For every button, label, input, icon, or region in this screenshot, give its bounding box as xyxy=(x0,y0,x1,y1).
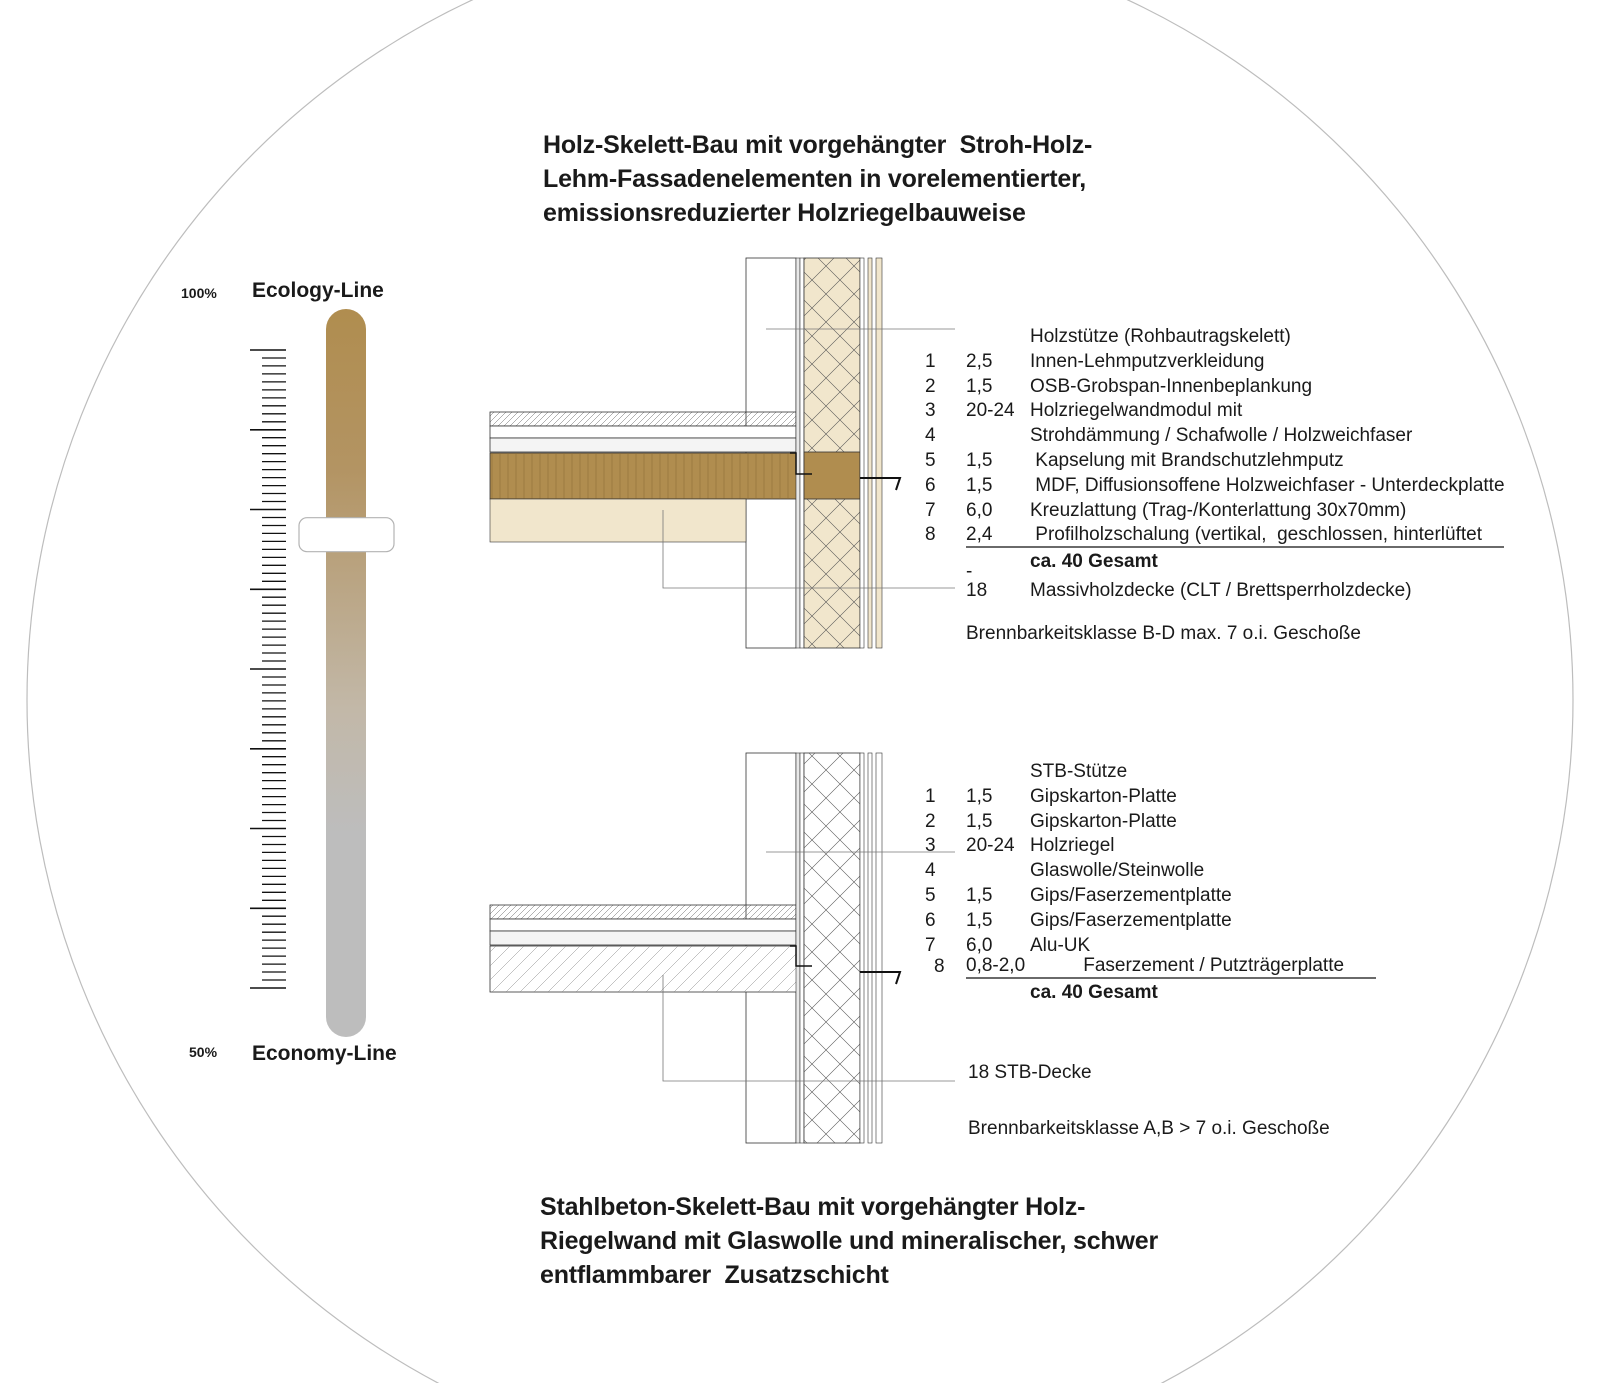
legend-top-row-description: Holzstütze (Rohbautragskelett) xyxy=(1030,326,1291,347)
slider-track xyxy=(326,309,366,1037)
legend-bottom-row-thickness: 1,5 xyxy=(966,810,993,832)
legend-bottom-row-description: Gips/Faserzementplatte xyxy=(1030,885,1232,906)
legend-top-row-description: OSB-Grobspan-Innenbeplankung xyxy=(1030,375,1313,397)
top-section-detail xyxy=(490,258,955,648)
legend-top-row-description: Holzriegelwandmodul mit xyxy=(1030,400,1243,422)
legend-top-row-number: 7 xyxy=(925,499,936,521)
legend-top-row-description: Strohdämmung / Schafwolle / Holzweichfaser xyxy=(1030,425,1413,447)
legend-bottom-row8-num: 8 xyxy=(934,956,945,977)
economy-line-label: Economy-Line xyxy=(252,1042,397,1065)
legend-bottom-row8: 0,8-2,0 Faserzement / Putzträgerplatte xyxy=(966,955,1345,976)
legend-top-row-thickness: 2,4 xyxy=(966,524,993,546)
legend-top-row-number: 1 xyxy=(925,350,936,372)
legend-bottom-row-number: 7 xyxy=(925,934,936,956)
legend-top-row-description: Kreuzlattung (Trag-/Konterlattung 30x70mm) xyxy=(1030,499,1407,521)
legend-bottom-row-description: Holzriegel xyxy=(1030,835,1115,857)
scale-ticks xyxy=(250,350,286,988)
legend-top-row-number: 3 xyxy=(925,400,936,422)
legend-top-row-description: MDF, Diffusionsoffene Holzweichfaser - Unterdeckplatte xyxy=(1030,474,1505,496)
bottom-percent: 50% xyxy=(189,1044,218,1060)
legend-top-row-number: 4 xyxy=(925,425,936,447)
legend-bottom-fire-class: Brennbarkeitsklasse A,B > 7 o.i. Geschoße xyxy=(968,1118,1330,1139)
legend-top-row-number: 2 xyxy=(925,375,936,397)
legend-top-dash: - xyxy=(966,561,973,582)
legend-top-row-description: Profilholzschalung (vertikal, geschlossen, hinterlüftet xyxy=(1030,524,1483,546)
legend-top-row-thickness: 2,5 xyxy=(966,350,993,372)
bottom-title: Stahlbeton-Skelett-Bau mit vorgehängter Holz- Riegelwand mit Glaswolle und mineralischer, schwer entflammbarer Zusatzschicht xyxy=(540,1193,1158,1289)
legend-top-row-thickness: 20-24 xyxy=(966,400,1015,422)
legend-bottom-row-description: Gips/Faserzementplatte xyxy=(1030,909,1232,931)
legend-top-row-number: 8 xyxy=(925,524,936,546)
legend-top-row-thickness: 1,5 xyxy=(966,375,993,397)
ecology-line-label: Ecology-Line xyxy=(252,279,384,302)
legend-bottom-total: ca. 40 Gesamt xyxy=(1030,982,1158,1003)
slider-handle xyxy=(299,518,394,552)
legend-bottom-row-number: 4 xyxy=(925,860,936,882)
legend-bottom-row-number: 2 xyxy=(925,810,936,832)
legend-bottom-row-description: Gipskarton-Platte xyxy=(1030,785,1177,807)
legend-bottom-row-number: 5 xyxy=(925,885,936,906)
legend-bottom-row-number: 3 xyxy=(925,835,936,857)
legend-top-row-thickness: 1,5 xyxy=(966,474,993,496)
legend-bottom-row-number: 6 xyxy=(925,909,936,931)
legend-top-slab: Massivholzdecke (CLT / Brettsperrholzdecke) xyxy=(1030,580,1412,601)
legend-bottom-slab: 18 STB-Decke xyxy=(968,1062,1092,1083)
top-percent: 100% xyxy=(181,285,217,301)
legend-top-row-description: Innen-Lehmputzverkleidung xyxy=(1030,350,1265,372)
legend-top-fire-class: Brennbarkeitsklasse B-D max. 7 o.i. Geschoße xyxy=(966,623,1361,644)
legend-bottom-row-number: 1 xyxy=(925,785,936,807)
top-title: Holz-Skelett-Bau mit vorgehängter Stroh-Holz- Lehm-Fassadenelementen in vorelementierter, emissionsreduzierter Holzriegelbauweise xyxy=(543,131,1093,227)
legend-bottom-row-thickness: 1,5 xyxy=(966,785,993,807)
legend-bottom-row-description: STB-Stütze xyxy=(1030,761,1128,782)
legend-bottom-row-thickness: 1,5 xyxy=(966,909,993,931)
legend-top-total: ca. 40 Gesamt xyxy=(1030,551,1158,572)
legend-top-row-thickness: 6,0 xyxy=(966,499,993,521)
legend-top-row-number: 5 xyxy=(925,450,936,471)
bottom-section-detail xyxy=(490,753,955,1143)
legend-bottom-row-description: Glaswolle/Steinwolle xyxy=(1030,860,1205,882)
legend-top-row-thickness: 1,5 xyxy=(966,450,993,471)
legend-bottom-row-thickness: 1,5 xyxy=(966,885,993,906)
legend-top-row-number: 6 xyxy=(925,474,936,496)
legend-bottom-row-description: Alu-UK xyxy=(1030,934,1091,956)
legend-bottom-row-thickness: 20-24 xyxy=(966,835,1015,857)
legend-bottom-row-description: Gipskarton-Platte xyxy=(1030,810,1177,832)
legend-top-row-description: Kapselung mit Brandschutzlehmputz xyxy=(1030,450,1344,471)
legend-top-slab-thickness: 18 xyxy=(966,580,988,601)
legend-bottom-row-thickness: 6,0 xyxy=(966,934,993,956)
